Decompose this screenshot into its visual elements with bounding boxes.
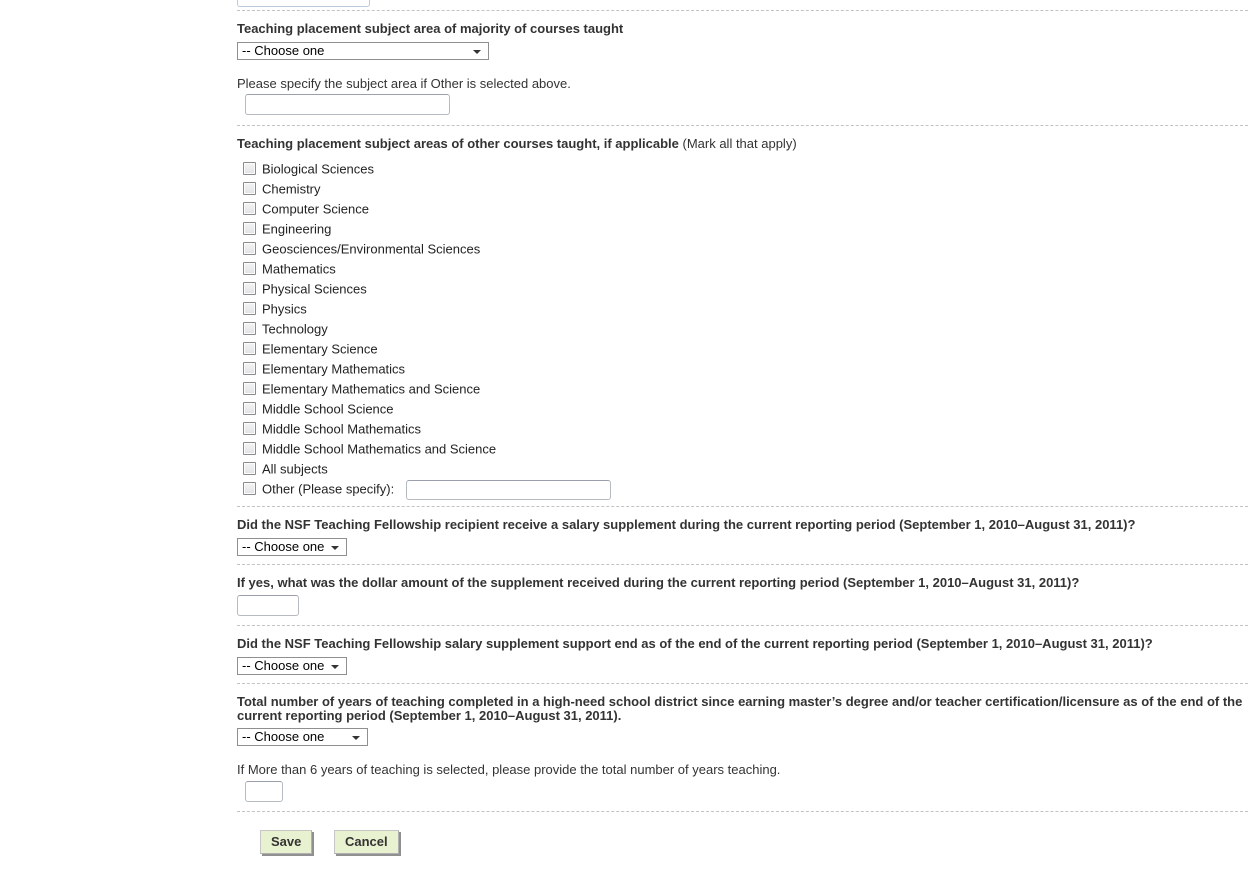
supplement-amount-question: If yes, what was the dollar amount of the supplement received during the current reporting period (September 1, 2010–August 31, 2011)? xyxy=(237,575,1080,590)
checkbox-option-middle-school-math-science[interactable]: Middle School Mathematics and Science xyxy=(237,439,1248,459)
section-years-teaching xyxy=(237,695,1248,802)
majority-subject-select[interactable] xyxy=(237,42,489,60)
checkbox-option-mathematics[interactable]: Mathematics xyxy=(237,259,1248,279)
section-separator xyxy=(237,564,1248,565)
checkbox[interactable] xyxy=(243,202,256,215)
specify-other-input[interactable] xyxy=(245,94,450,115)
section-supplement-end xyxy=(237,637,1248,675)
checkbox[interactable] xyxy=(243,362,256,375)
section-separator xyxy=(237,10,1248,11)
supplement-end-select[interactable] xyxy=(237,657,347,675)
section-separator xyxy=(237,625,1248,626)
report-form xyxy=(237,0,1248,854)
dropdown-arrow-icon xyxy=(331,546,339,550)
specify-other-note: Please specify the subject area if Other is selected above. xyxy=(237,76,571,91)
checkbox-option-biological-sciences[interactable]: Biological Sciences xyxy=(237,159,1248,179)
cancel-button[interactable]: Cancel xyxy=(334,830,399,854)
mark-all-note: (Mark all that apply) xyxy=(682,136,797,151)
checkbox-option-physics[interactable]: Physics xyxy=(237,299,1248,319)
other-subject-input[interactable] xyxy=(406,480,611,500)
section-other-subjects xyxy=(237,137,1248,499)
majority-subject-heading: Teaching placement subject area of majority of courses taught xyxy=(237,21,624,36)
section-majority-subject xyxy=(237,22,1248,115)
supplement-end-question: Did the NSF Teaching Fellowship salary supplement support end as of the end of the current reporting period (September 1, 2010–August 31, 2011)? xyxy=(237,636,1153,651)
form-actions xyxy=(260,830,1248,854)
checkbox[interactable] xyxy=(243,342,256,355)
dropdown-arrow-icon xyxy=(473,50,481,54)
years-teaching-select-value: -- Choose one xyxy=(242,729,325,744)
supplement-end-select-value: -- Choose one xyxy=(242,658,325,673)
checkbox[interactable] xyxy=(243,442,256,455)
checkbox-option-computer-science[interactable]: Computer Science xyxy=(237,199,1248,219)
section-supplement-amount xyxy=(237,576,1248,616)
more-than-6-note: If More than 6 years of teaching is selected, please provide the total number of years teaching. xyxy=(237,762,781,777)
salary-supplement-select-value: -- Choose one xyxy=(242,539,325,554)
checkbox[interactable] xyxy=(243,222,256,235)
checkbox[interactable] xyxy=(243,162,256,175)
subject-checkbox-group xyxy=(237,159,1248,499)
checkbox[interactable] xyxy=(243,182,256,195)
checkbox[interactable] xyxy=(243,402,256,415)
section-separator xyxy=(237,506,1248,507)
section-separator xyxy=(237,125,1248,126)
majority-subject-select-value: -- Choose one xyxy=(242,43,325,58)
checkbox[interactable] xyxy=(243,482,256,495)
years-teaching-question: Total number of years of teaching completed in a high-need school district since earning master’s degree and/or teacher certification/licensure as of the end of the current reporting period (September 1, 2010–August 31, 2011). xyxy=(237,694,1243,723)
section-salary-supplement xyxy=(237,518,1248,556)
checkbox[interactable] xyxy=(243,422,256,435)
cropped-input-top[interactable] xyxy=(237,0,370,7)
checkbox[interactable] xyxy=(243,382,256,395)
salary-supplement-question: Did the NSF Teaching Fellowship recipient receive a salary supplement during the current reporting period (September 1, 2010–August 31, 2011)? xyxy=(237,517,1136,532)
dropdown-arrow-icon xyxy=(352,736,360,740)
checkbox-option-physical-sciences[interactable]: Physical Sciences xyxy=(237,279,1248,299)
checkbox-option-geosciences[interactable]: Geosciences/Environmental Sciences xyxy=(237,239,1248,259)
checkbox-option-all-subjects[interactable]: All subjects xyxy=(237,459,1248,479)
salary-supplement-select[interactable] xyxy=(237,538,347,556)
checkbox-option-elementary-science[interactable]: Elementary Science xyxy=(237,339,1248,359)
supplement-amount-input[interactable] xyxy=(237,595,299,616)
years-teaching-select[interactable] xyxy=(237,728,368,746)
checkbox[interactable] xyxy=(243,462,256,475)
checkbox[interactable] xyxy=(243,262,256,275)
checkbox-option-engineering[interactable]: Engineering xyxy=(237,219,1248,239)
checkbox[interactable] xyxy=(243,282,256,295)
checkbox-option-middle-school-science[interactable]: Middle School Science xyxy=(237,399,1248,419)
checkbox-option-technology[interactable]: Technology xyxy=(237,319,1248,339)
save-button[interactable]: Save xyxy=(260,830,312,854)
total-years-input[interactable] xyxy=(245,781,283,802)
section-separator xyxy=(237,811,1248,812)
checkbox-option-middle-school-mathematics[interactable]: Middle School Mathematics xyxy=(237,419,1248,439)
checkbox-option-chemistry[interactable]: Chemistry xyxy=(237,179,1248,199)
checkbox-option-other[interactable]: Other (Please specify): xyxy=(237,479,1248,499)
checkbox-option-elementary-math-science[interactable]: Elementary Mathematics and Science xyxy=(237,379,1248,399)
section-separator xyxy=(237,683,1248,684)
checkbox-option-elementary-mathematics[interactable]: Elementary Mathematics xyxy=(237,359,1248,379)
dropdown-arrow-icon xyxy=(331,665,339,669)
checkbox[interactable] xyxy=(243,322,256,335)
checkbox[interactable] xyxy=(243,302,256,315)
other-subjects-heading: Teaching placement subject areas of other courses taught, if applicable (Mark all that apply) xyxy=(237,136,797,151)
checkbox[interactable] xyxy=(243,242,256,255)
